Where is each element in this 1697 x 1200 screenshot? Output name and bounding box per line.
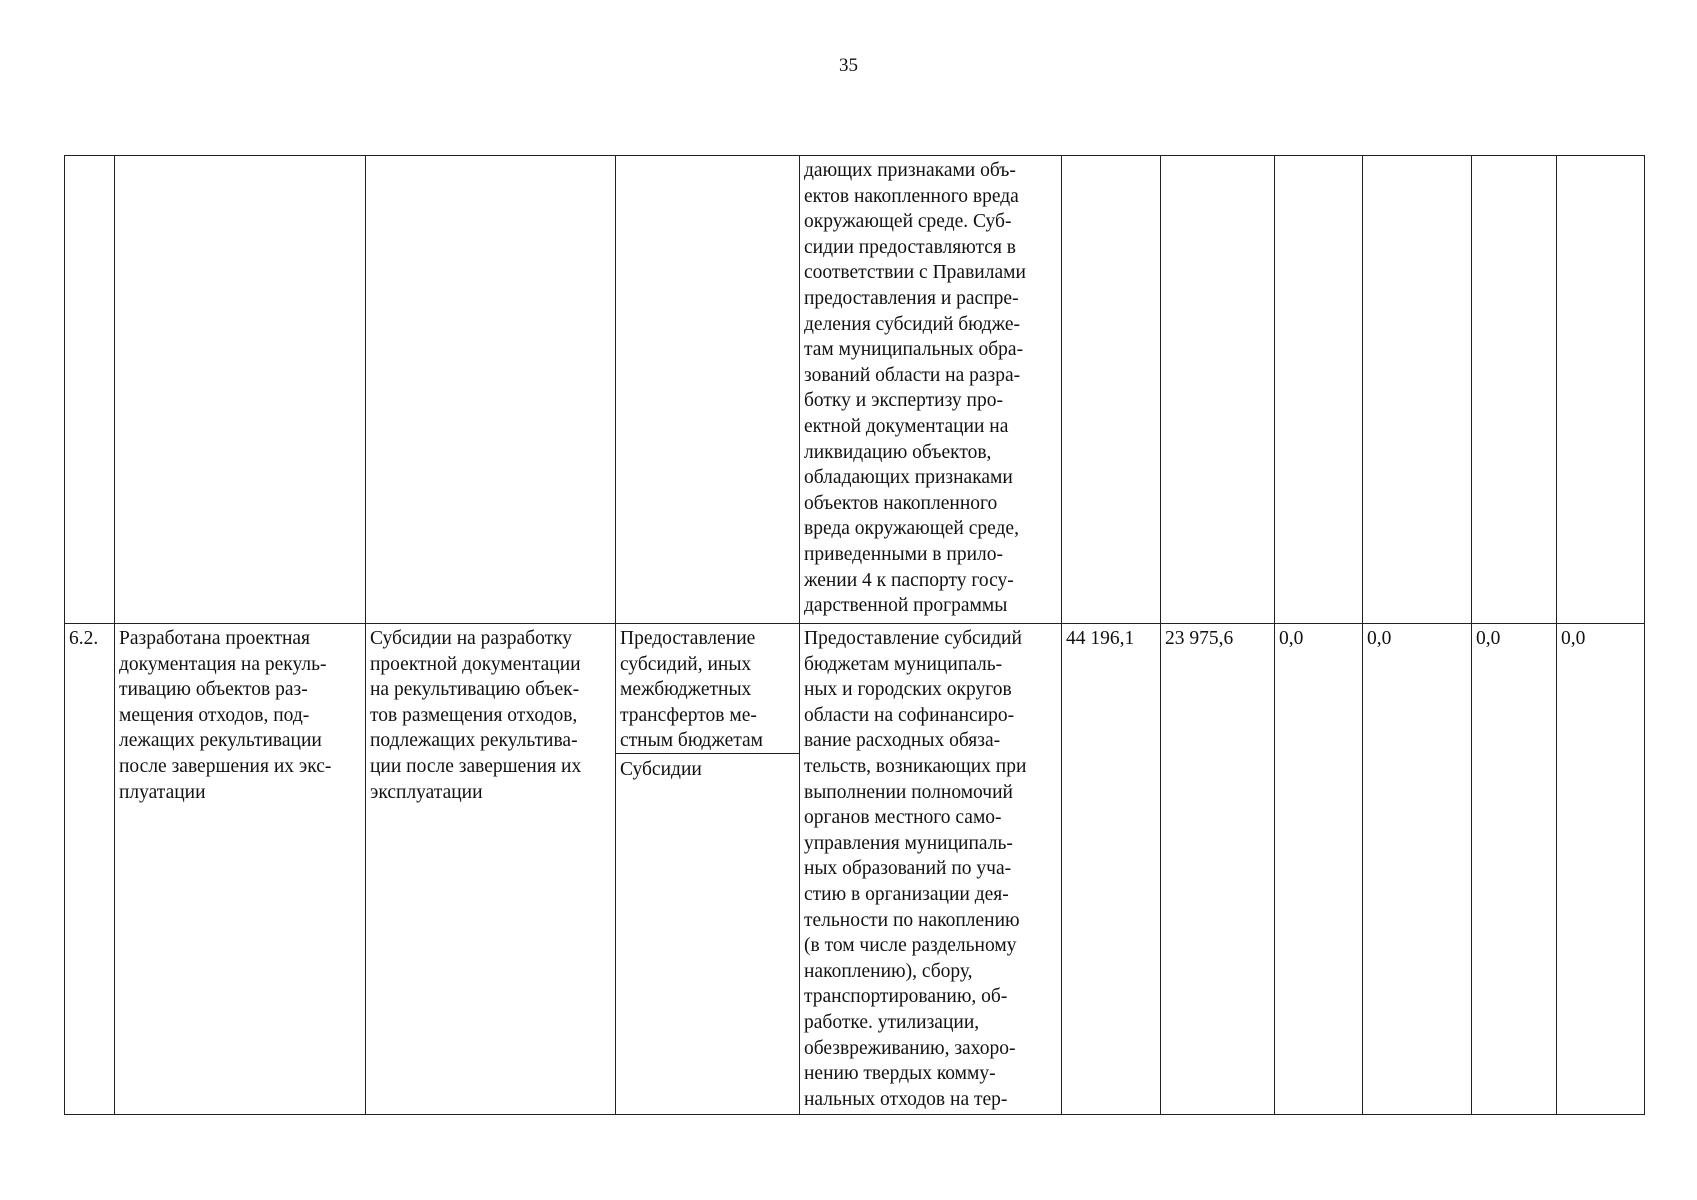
- text-line: стным бюджетам: [620, 730, 763, 752]
- text-line: объектов накопленного: [804, 492, 998, 514]
- text-line: проектной документации: [370, 653, 581, 675]
- text-line: субсидий, иных: [620, 653, 752, 675]
- cell-value-2: 23 975,6: [1161, 624, 1275, 1115]
- cell-value-6: 0,0: [1557, 624, 1645, 1115]
- text-line: документация на рекуль-: [119, 653, 327, 675]
- text-line: работке. утилизации,: [804, 1011, 980, 1033]
- text-line: сидии предоставляются в: [804, 236, 1016, 258]
- cell-value-1: 44 196,1: [1062, 624, 1161, 1115]
- type-main: [616, 626, 799, 754]
- text-line: тивацию объектов раз-: [119, 679, 308, 701]
- text-line: после завершения их экс-: [119, 755, 332, 777]
- text-line: предоставления и распре-: [804, 287, 1019, 309]
- text-line: Разработана проектная: [119, 628, 311, 649]
- text-line: накоплению), сбору,: [804, 960, 973, 982]
- text-line: ектной документации на: [804, 415, 1009, 437]
- text-line: эксплуатации: [370, 781, 483, 803]
- text-line: вание расходных обяза-: [804, 730, 1001, 752]
- text-line: приведенными в прило-: [804, 543, 1003, 565]
- cell-description: [800, 156, 1062, 624]
- cell-result: [115, 624, 366, 1115]
- text-line: Субсидии на разработку: [370, 628, 573, 649]
- table-row-6-2: [65, 624, 1645, 1115]
- text-line: стию в организации дея-: [804, 883, 1009, 905]
- text-line: зований области на разра-: [804, 364, 1021, 386]
- cell-type: [616, 156, 800, 624]
- description-continuation: [804, 158, 1057, 619]
- text-line: выполнении полномочий: [804, 781, 1013, 803]
- text-line: бюджетам муниципаль-: [804, 653, 1003, 675]
- type-sub: Субсидии: [620, 759, 702, 780]
- text-line: тельств, возникающих при: [804, 755, 1027, 777]
- cell-event: [366, 624, 616, 1115]
- cell-number: 6.2.: [65, 624, 115, 1115]
- text-line: тельности по накоплению: [804, 909, 1020, 931]
- cell-value-6: [1557, 156, 1645, 624]
- text-line: на рекультивацию объек-: [370, 679, 580, 701]
- page-number: 35: [839, 55, 858, 76]
- text-line: соответствии с Правилами: [804, 262, 1026, 284]
- text-line: подлежащих рекультива-: [370, 730, 578, 752]
- cell-value-4: [1363, 156, 1472, 624]
- cell-value-3: [1275, 156, 1363, 624]
- text-line: вреда окружающей среде,: [804, 518, 1019, 540]
- text-line: обладающих признаками: [804, 467, 1013, 489]
- program-table: [64, 155, 1645, 1115]
- cell-value-5: [1472, 156, 1557, 624]
- text-line: ных образований по уча-: [804, 858, 1012, 880]
- text-line: ных и городских округов: [804, 679, 1012, 701]
- text-line: плуатации: [119, 781, 206, 803]
- cell-value-4: 0,0: [1363, 624, 1472, 1115]
- text-line: области на софинансиро-: [804, 704, 1015, 726]
- text-line: дарственной программы: [804, 595, 1008, 617]
- cell-number: [65, 156, 115, 624]
- table-row-continuation: [65, 156, 1645, 624]
- text-line: Предоставление: [620, 628, 756, 649]
- text-line: транспортированию, об-: [804, 986, 1008, 1008]
- text-line: тов размещения отходов,: [370, 704, 578, 726]
- cell-event: [366, 156, 616, 624]
- cell-value-2: [1161, 156, 1275, 624]
- text-line: ботку и экспертизу про-: [804, 390, 1003, 412]
- cell-type: [616, 624, 800, 1115]
- cell-value-1: [1062, 156, 1161, 624]
- text-line: лежащих рекультивации: [119, 730, 322, 752]
- text-line: жении 4 к паспорту госу-: [804, 569, 1014, 591]
- text-line: управления муниципаль-: [804, 832, 1013, 854]
- text-line: там муниципальных обра-: [804, 339, 1024, 361]
- text-line: органов местного само-: [804, 807, 1002, 829]
- text-line: мещения отходов, под-: [119, 704, 310, 726]
- cell-value-5: 0,0: [1472, 624, 1557, 1115]
- text-line: нению твердых комму-: [804, 1063, 996, 1085]
- text-line: Предоставление субсидий: [804, 628, 1022, 649]
- text-line: трансфертов ме-: [620, 704, 757, 726]
- text-line: ектов накопленного вреда: [804, 185, 1019, 207]
- text-line: (в том числе раздельному: [804, 935, 1017, 957]
- text-line: ции после завершения их: [370, 755, 582, 777]
- cell-value-3: 0,0: [1275, 624, 1363, 1115]
- text-line: обезвреживанию, захоро-: [804, 1037, 1016, 1059]
- text-line: межбюджетных: [620, 679, 752, 701]
- text-line: деления субсидий бюдже-: [804, 313, 1021, 335]
- text-line: ликвидацию объектов,: [804, 441, 992, 463]
- text-line: нальных отходов на тер-: [804, 1088, 1008, 1110]
- text-line: дающих признаками объ-: [804, 160, 1016, 181]
- text-line: окружающей среде. Суб-: [804, 211, 1012, 233]
- cell-description: [800, 624, 1062, 1115]
- cell-result: [115, 156, 366, 624]
